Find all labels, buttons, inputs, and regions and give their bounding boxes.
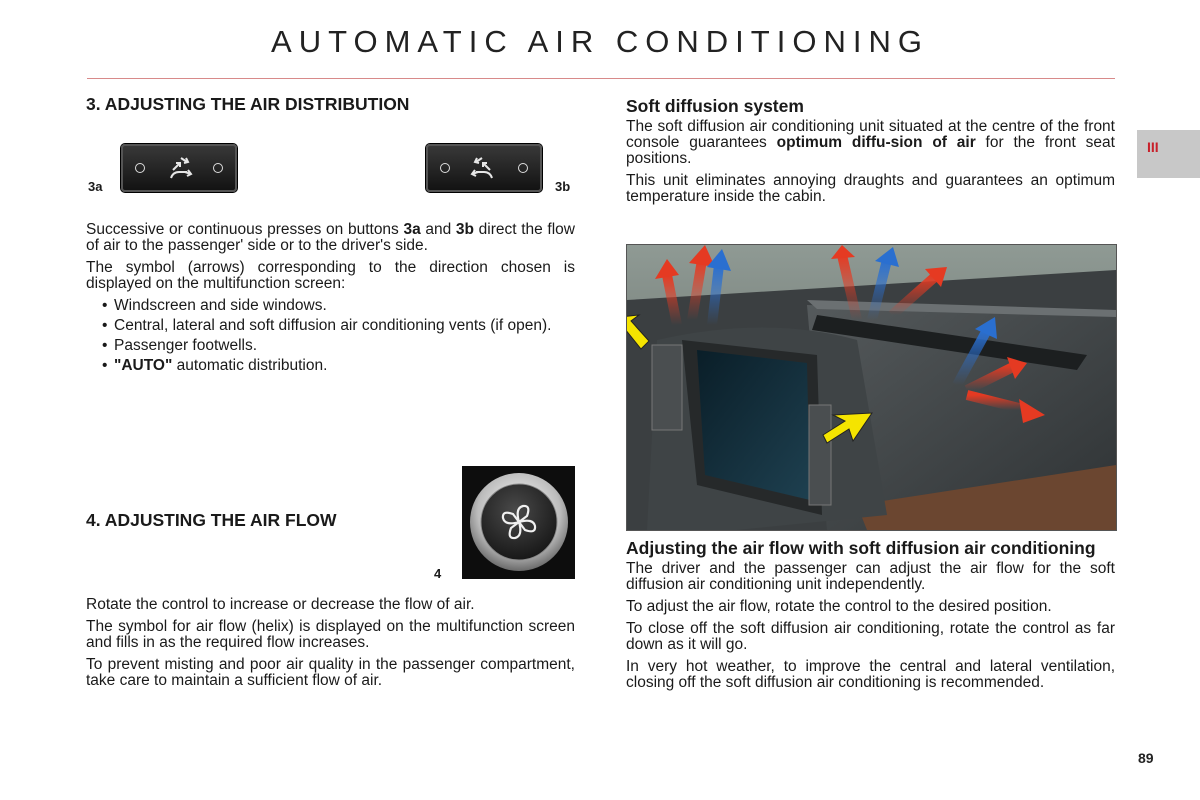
distribution-button-3a[interactable]	[121, 144, 237, 192]
list-item: • "AUTO" automatic distribution.	[102, 358, 575, 374]
dashboard-photo	[626, 244, 1117, 531]
section4-paragraph-1: Rotate the control to increase or decrease the flow of air.	[86, 596, 475, 613]
soft-diffusion-paragraph-1: The soft diffusion air conditioning unit situated at the centre of the front console guarantees optimum diffu-sion of air for the front seat positions.	[626, 118, 1115, 167]
chapter-tab[interactable]	[1137, 130, 1200, 178]
button-3a-label: 3a	[88, 179, 103, 194]
section3-paragraph-2: The symbol (arrows) corresponding to the direction chosen is displayed on the multifunction screen:	[86, 259, 575, 292]
adjust-flow-paragraph-1: The driver and the passenger can adjust the air flow for the soft diffusion air conditioning unit independently.	[626, 560, 1115, 593]
section4-heading: 4. ADJUSTING THE AIR FLOW	[86, 510, 337, 530]
section3-body	[86, 222, 575, 378]
adjust-flow-paragraph-4: In very hot weather, to improve the central and lateral ventilation, closing off the soft diffusion air conditioning is recommended.	[626, 658, 1115, 691]
adjust-flow-heading: Adjusting the air flow with soft diffusion air conditioning	[626, 538, 1096, 558]
chapter-tab-label: III	[1147, 139, 1159, 155]
soft-diffusion-section	[626, 97, 1115, 211]
list-item: • Central, lateral and soft diffusion air conditioning vents (if open).	[102, 318, 575, 334]
led-indicator	[518, 163, 528, 173]
section4-body	[86, 597, 575, 695]
adjust-flow-section	[626, 539, 1115, 697]
section4-paragraph-3: To prevent misting and poor air quality in the passenger compartment, take care to maintain a sufficient flow of air.	[86, 656, 575, 689]
distribution-button-3b[interactable]	[426, 144, 542, 192]
knob-graphic	[462, 466, 575, 579]
adjust-flow-paragraph-2: To adjust the air flow, rotate the control to the desired position.	[626, 598, 1052, 615]
title-rule	[87, 78, 1115, 79]
knob-4-label: 4	[434, 566, 442, 581]
section3-paragraph-1: Successive or continuous presses on buttons 3a and 3b direct the flow of air to the passenger' side or to the driver's side.	[86, 221, 575, 254]
soft-diffusion-heading: Soft diffusion system	[626, 96, 804, 116]
led-indicator	[213, 163, 223, 173]
section4-paragraph-2: The symbol for air flow (helix) is displayed on the multifunction screen and fills in as the required flow increases.	[86, 618, 575, 651]
button-3b-label: 3b	[555, 179, 571, 194]
air-flow-knob[interactable]	[462, 466, 575, 579]
section3-heading: 3. ADJUSTING THE AIR DISTRIBUTION	[86, 94, 410, 114]
air-distribution-icon	[159, 152, 199, 184]
led-indicator	[135, 163, 145, 173]
led-indicator	[440, 163, 450, 173]
list-item: • Passenger footwells.	[102, 338, 575, 354]
list-item: • Windscreen and side windows.	[102, 298, 575, 314]
adjust-flow-paragraph-3: To close off the soft diffusion air conditioning, rotate the control as far down as it will go.	[626, 620, 1115, 653]
air-distribution-icon	[464, 152, 504, 184]
distribution-list	[86, 298, 575, 374]
page-title: AUTOMATIC AIR CONDITIONING	[271, 24, 929, 59]
soft-diffusion-paragraph-2: This unit eliminates annoying draughts and guarantees an optimum temperature inside the cabin.	[626, 172, 1115, 205]
page-number: 89	[1138, 750, 1154, 766]
